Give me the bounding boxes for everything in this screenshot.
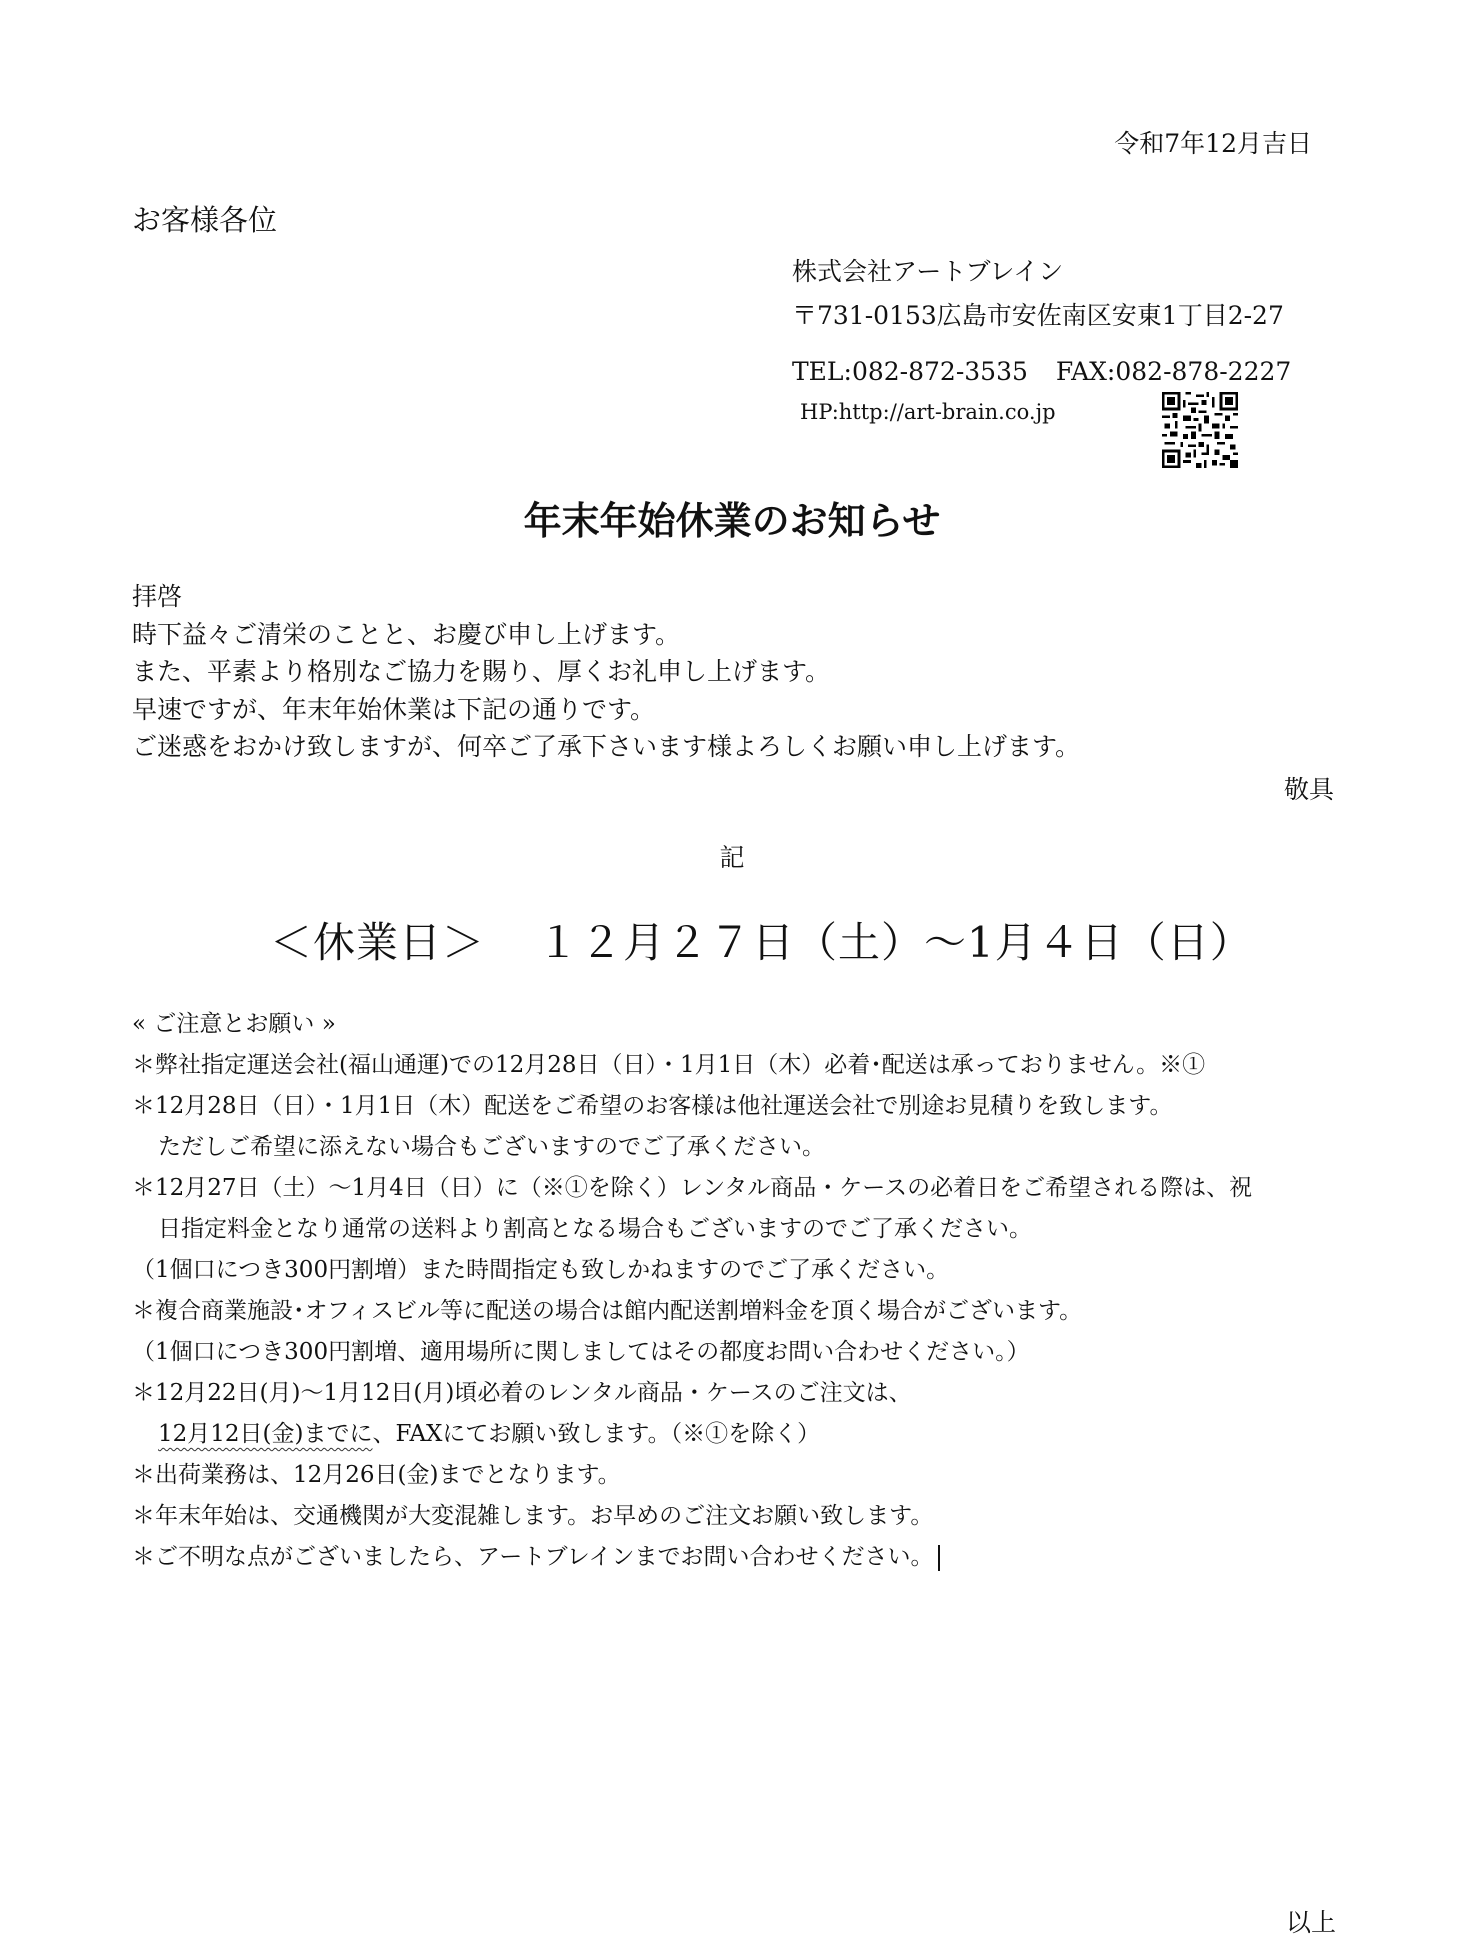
holiday-label: ＜休業日＞ <box>270 918 486 967</box>
note-line: ＊複合商業施設･オフィスビル等に配送の場合は館内配送割増料金を頂く場合がございます。 <box>132 1298 1083 1324</box>
company-name: 株式会社アートブレイン <box>792 257 1064 286</box>
company-address: 〒731-0153広島市安佐南区安東1丁目2-27 <box>792 301 1284 330</box>
note-line: 日指定料金となり通常の送料より割高となる場合もございますのでご了承ください。 <box>158 1216 1032 1242</box>
note-line <box>132 1537 1252 1578</box>
note-line: ただしご希望に添えない場合もございますのでご了承ください。 <box>158 1134 825 1160</box>
greeting-line: また、平素より格別なご協力を賜り、厚くお礼申し上げます。 <box>132 657 831 686</box>
text-cursor <box>938 1545 940 1571</box>
note-line: ＊弊社指定運送会社(福山通運)での12月28日（日）・1月1日（木）必着･配送は承っておりません。※① <box>132 1052 1206 1078</box>
notes-heading: « ご注意とお願い » <box>132 1011 336 1037</box>
note-line <box>132 1414 1252 1455</box>
note-line: ＊12月27日（土）〜1月4日（日）に（※①を除く）レンタル商品・ケースの必着日をご希望される際は、祝 <box>132 1175 1253 1201</box>
deadline-underlined: 12月12日(金)までに <box>158 1421 373 1447</box>
holiday-period <box>270 910 1253 970</box>
note-line: ＊年末年始は、交通機関が大変混雑します。お早めのご注文お願い致します。 <box>132 1503 934 1529</box>
greeting-block <box>132 578 1080 766</box>
greeting-haikei: 拝啓 <box>132 582 183 611</box>
note-line: （1個口につき300円割増）また時間指定も致しかねますのでご了承ください。 <box>132 1257 950 1283</box>
note-line: ＊12月28日（日）・1月1日（木）配送をご希望のお客様は他社運送会社で別途お見積りを致します。 <box>132 1093 1173 1119</box>
company-hp: HP:http://art-brain.co.jp <box>800 400 1056 424</box>
note-line-text: ＊ご不明な点がございましたら、アートブレインまでお問い合わせください。 <box>132 1544 934 1570</box>
holiday-range: １２月２７日（土）〜1月４日（日） <box>537 918 1253 967</box>
closing-keigu: 敬具 <box>1283 775 1334 804</box>
company-tel: TEL:082-872-3535 <box>792 357 1028 386</box>
recipient: お客様各位 <box>132 203 278 237</box>
notice-title: 年末年始休業のお知らせ <box>523 498 941 543</box>
note-line: ＊12月22日(月)〜1月12日(月)頃必着のレンタル商品・ケースのご注文は、 <box>132 1380 912 1406</box>
note-line-rest: 、FAXにてお願い致します。（※①を除く） <box>372 1421 821 1447</box>
note-line: （1個口につき300円割増、適用場所に関しましてはその都度お問い合わせください。） <box>132 1339 1030 1365</box>
greeting-line: 時下益々ご清栄のことと、お慶び申し上げます。 <box>132 619 681 649</box>
company-contact <box>792 350 1291 394</box>
greeting-line: 早速ですが、年末年始休業は下記の通りです。 <box>132 694 656 724</box>
company-fax: FAX:082-878-2227 <box>1055 357 1292 386</box>
ki-marker: 記 <box>719 843 745 872</box>
note-line: ＊出荷業務は、12月26日(金)までとなります。 <box>132 1462 621 1488</box>
qr-code-icon <box>1162 392 1238 468</box>
closing-ijo: 以上 <box>1285 1908 1336 1937</box>
document-date: 令和7年12月吉日 <box>1114 129 1312 158</box>
greeting-line: ご迷惑をおかけ致しますが、何卒ご了承下さいます様よろしくお願い申し上げます。 <box>132 732 1081 761</box>
notes-block <box>132 1004 1252 1578</box>
